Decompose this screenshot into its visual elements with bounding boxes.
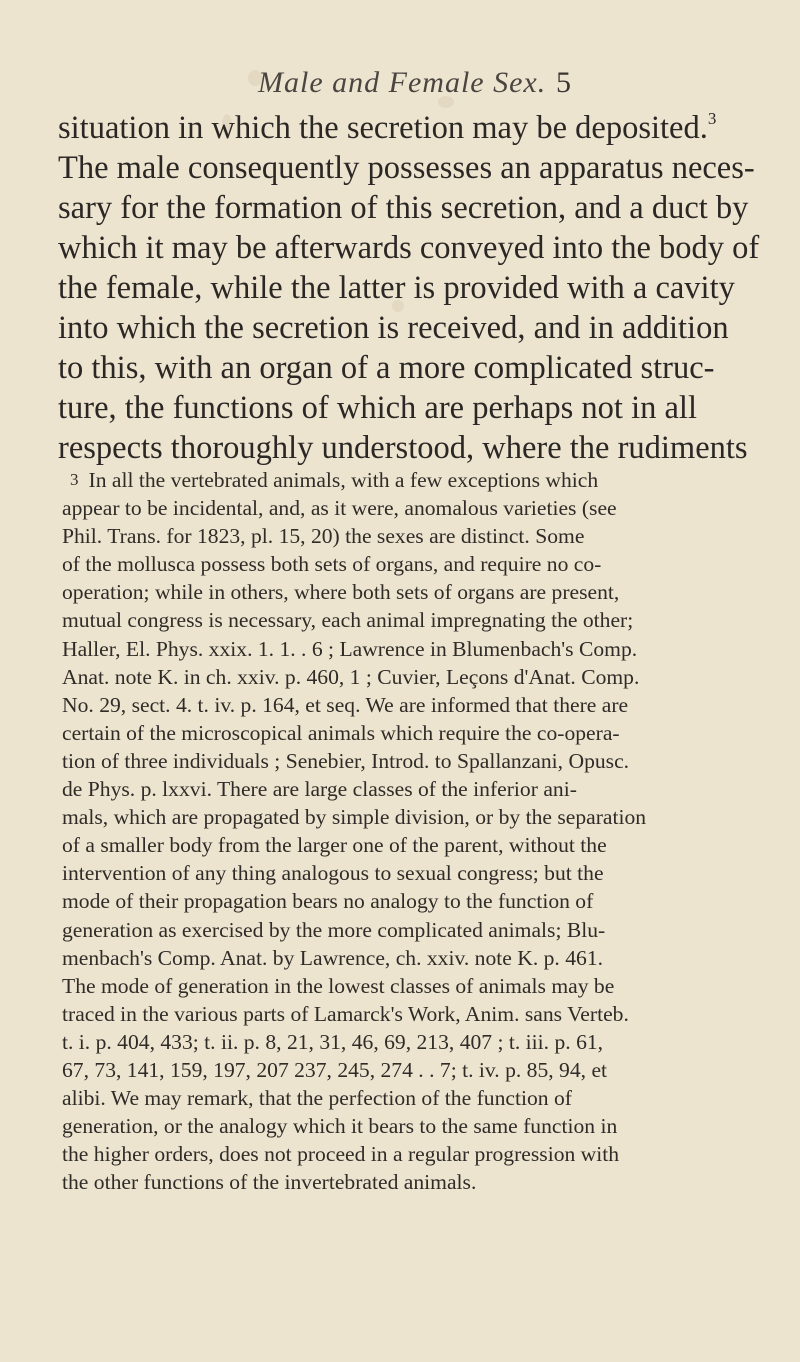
footnote-line: Haller, El. Phys. xxix. 1. 1. . 6 ; Lawrence in Blumenbach's Comp. xyxy=(62,636,638,661)
page-number: 5 xyxy=(556,66,571,99)
running-head xyxy=(0,66,800,106)
footnote-block xyxy=(62,466,762,1196)
body-line: The male consequently possesses an apparatus neces- xyxy=(58,150,755,186)
body-line: into which the secretion is received, and in addition xyxy=(58,310,729,346)
footnote-line: tion of three individuals ; Senebier, Introd. to Spallanzani, Opusc. xyxy=(62,748,630,773)
body-line: ture, the functions of which are perhaps not in all xyxy=(58,390,697,426)
footnote-line: generation, or the analogy which it bears to the same function in xyxy=(62,1114,618,1139)
footnote-line: mals, which are propagated by simple division, or by the separation xyxy=(62,805,647,830)
footnote-line: mode of their propagation bears no analogy to the function of xyxy=(62,889,594,914)
footnote-reference: 3 xyxy=(707,109,717,128)
footnote-line: of the mollusca possess both sets of organs, and require no co- xyxy=(62,552,602,577)
footnote-line: intervention of any thing analogous to sexual congress; but the xyxy=(62,861,604,886)
body-line: respects thoroughly understood, where the rudiments xyxy=(58,430,748,466)
footnote-line: the higher orders, does not proceed in a regular progression with xyxy=(62,1142,620,1167)
footnote-marker: 3 xyxy=(70,470,79,489)
footnote-line: of a smaller body from the larger one of the parent, without the xyxy=(62,833,607,858)
footnote-line-text: In all the vertebrated animals, with a few exceptions which xyxy=(88,468,599,492)
body-line-text: situation in which the secretion may be deposited. xyxy=(58,110,708,146)
footnote-line: generation as exercised by the more complicated animals; Blu- xyxy=(62,917,606,942)
body-paragraph xyxy=(58,108,758,468)
body-line xyxy=(58,108,758,148)
running-title: Male and Female Sex. xyxy=(258,66,547,99)
footnote-line: t. i. p. 404, 433; t. ii. p. 8, 21, 31, 46, 69, 213, 407 ; t. iii. p. 61, xyxy=(62,1029,604,1054)
footnote-line: menbach's Comp. Anat. by Lawrence, ch. xxiv. note K. p. 461. xyxy=(62,945,604,970)
body-line: sary for the formation of this secretion, and a duct by xyxy=(58,190,749,226)
footnote-line: de Phys. p. lxxvi. There are large classes of the inferior ani- xyxy=(62,777,577,802)
body-line: the female, while the latter is provided with a cavity xyxy=(58,270,735,306)
footnote-line: No. 29, sect. 4. t. iv. p. 164, et seq. We are informed that there are xyxy=(62,692,629,717)
footnote-line: The mode of generation in the lowest classes of animals may be xyxy=(62,973,615,998)
footnote-line: mutual congress is necessary, each animal impregnating the other; xyxy=(62,608,634,633)
footnote-line: the other functions of the invertebrated animals. xyxy=(62,1170,477,1195)
footnote-line: alibi. We may remark, that the perfection of the function of xyxy=(62,1086,572,1111)
body-line: to this, with an organ of a more complicated struc- xyxy=(58,350,715,386)
footnote-line: Phil. Trans. for 1823, pl. 15, 20) the sexes are distinct. Some xyxy=(62,524,585,549)
body-line: which it may be afterwards conveyed into the body of xyxy=(58,230,760,266)
footnote-line: traced in the various parts of Lamarck's Work, Anim. sans Verteb. xyxy=(62,1001,629,1026)
footnote-line: operation; while in others, where both sets of organs are present, xyxy=(62,580,620,605)
footnote-line: 67, 73, 141, 159, 197, 207 237, 245, 274 . . 7; t. iv. p. 85, 94, et xyxy=(62,1057,608,1082)
footnote-line: Anat. note K. in ch. xxiv. p. 460, 1 ; Cuvier, Leçons d'Anat. Comp. xyxy=(62,664,640,689)
footnote-line xyxy=(62,466,762,494)
footnote-line: appear to be incidental, and, as it were, anomalous varieties (see xyxy=(62,496,617,521)
footnote-line: certain of the microscopical animals which require the co-opera- xyxy=(62,720,620,745)
